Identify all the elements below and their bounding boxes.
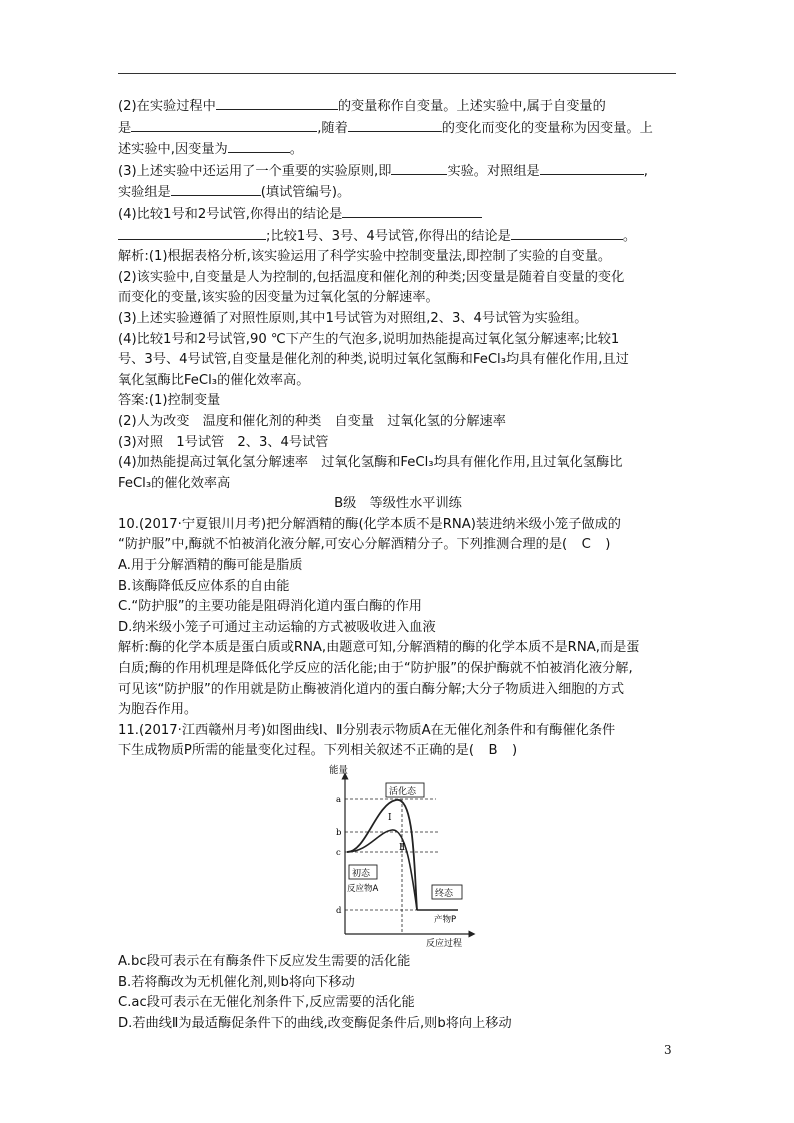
text: 是	[118, 120, 132, 136]
question-9-part3-line2	[118, 182, 678, 204]
text: 实验。对照组是	[447, 163, 540, 179]
final-state-label: 终态	[435, 889, 454, 899]
y-axis-label: 能量	[329, 765, 349, 776]
answer-line: (4)加热能提高过氧化氢分解速率 过氧化氢酶和FeCl₃均具有催化作用,且过氧化氢酶比	[118, 455, 623, 471]
analysis-line: 而变化的变量,该实验的因变量为过氧化氢的分解速率。	[118, 290, 439, 306]
option-b: B.该酶降低反应体系的自由能	[118, 578, 290, 594]
question-10-stem	[118, 535, 678, 556]
x-axis-label: 反应过程	[426, 939, 463, 948]
answer-blank	[131, 118, 317, 132]
energy-diagram-svg	[326, 764, 476, 948]
text: 。	[289, 142, 303, 158]
header-rule	[118, 73, 676, 74]
analysis-line: 解析:(1)根据表格分析,该实验运用了科学实验中控制变量法,即控制了实验的自变量。	[118, 249, 612, 265]
product-label: 产物P	[434, 915, 457, 925]
page-number: 3	[664, 1043, 672, 1057]
text: 下生成物质P所需的能量变化过程。下列相关叙述不正确的是(	[118, 743, 474, 759]
text: )	[605, 537, 611, 553]
option-a: A.用于分解酒精的酶可能是脂质	[118, 558, 303, 574]
analysis-line: 氧化氢酶比FeCl₃的催化效率高。	[118, 372, 310, 388]
energy-diagram	[118, 762, 678, 952]
answer-blank	[342, 204, 482, 218]
answer-blank	[171, 182, 261, 196]
page-content	[118, 96, 678, 1034]
text: “防护服”中,酶就不怕被消化液分解,可安心分解酒精分子。下列推测合理的是(	[118, 537, 568, 553]
option-b: B.若将酶改为无机催化剂,则b将向下移动	[118, 974, 355, 990]
level-c-label: c	[336, 848, 341, 858]
answer-line: 答案:(1)控制变量	[118, 393, 221, 409]
activated-state-label: 活化态	[389, 787, 417, 797]
text: ,	[643, 163, 648, 179]
option-d: D.若曲线Ⅱ为最适酶促条件下的曲线,改变酶促条件后,则b将向上移动	[118, 1015, 512, 1031]
question-10-stem: 10.(2017·宁夏银川月考)把分解酒精的酶(化学本质不是RNA)装进纳米级小笼子做成的	[118, 516, 621, 532]
question-9-part2-line3	[118, 139, 678, 161]
reactant-label: 反应物A	[347, 884, 379, 894]
answer-blank	[540, 161, 644, 175]
text: (3)上述实验中还运用了一个重要的实验原则,即	[118, 163, 392, 179]
analysis-line: 号、3号、4号试管,自变量是催化剂的种类,说明过氧化氢酶和FeCl₃均具有催化作用,且过	[118, 352, 629, 368]
text: 述实验中,因变量为	[118, 142, 228, 158]
analysis-line: (4)比较1号和2号试管,90 ℃下产生的气泡多,说明加热能提高过氧化氢分解速率;比较1	[118, 331, 620, 347]
level-d-label: d	[336, 906, 342, 916]
initial-state-label: 初态	[352, 869, 371, 879]
text: 的变量称作自变量。上述实验中,属于自变量的	[337, 99, 606, 114]
option-c: C.ac段可表示在无催化剂条件下,反应需要的活化能	[118, 995, 415, 1011]
text: ;比较1号、3号、4号试管,你得出的结论是	[266, 228, 511, 244]
answer-blank	[118, 226, 266, 240]
answer-letter: B	[488, 743, 498, 759]
answer-line: FeCl₃的催化效率高	[118, 475, 231, 491]
option-a: A.bc段可表示在有酶条件下反应发生需要的活化能	[118, 954, 411, 969]
option-c: C.“防护服”的主要功能是阻碍消化道内蛋白酶的作用	[118, 599, 422, 615]
analysis-line: (3)上述实验遵循了对照性原则,其中1号试管为对照组,2、3、4号试管为实验组。	[118, 310, 588, 326]
answer-blank	[348, 118, 442, 132]
question-9-part2-line1	[118, 96, 678, 118]
question-11-stem: 11.(2017·江西赣州月考)如图曲线Ⅰ、Ⅱ分别表示物质A在无催化剂条件和有酶催化条件	[118, 722, 616, 738]
answer-blank	[216, 96, 338, 110]
text: (2)在实验过程中	[118, 99, 216, 114]
curve-2-label: Ⅱ	[399, 843, 406, 853]
answer-blank	[511, 226, 623, 240]
answer-blank	[228, 139, 290, 153]
analysis-line: (2)该实验中,自变量是人为控制的,包括温度和催化剂的种类;因变量是随着自变量的变化	[118, 269, 625, 285]
text: (填试管编号)。	[260, 185, 351, 201]
text: 。	[622, 228, 636, 244]
answer-letter: C	[581, 537, 591, 553]
analysis-line: 解析:酶的化学本质是蛋白质或RNA,由题意可知,分解酒精的酶的化学本质不是RNA,而是蛋	[118, 640, 640, 656]
text: )	[511, 743, 518, 759]
option-d: D.纳米级小笼子可通过主动运输的方式被吸收进入血液	[118, 619, 436, 635]
text: (4)比较1号和2号试管,你得出的结论是	[118, 206, 343, 222]
analysis-line: 为胞吞作用。	[118, 702, 198, 718]
curve-1-label: Ⅰ	[388, 813, 392, 823]
level-b-label: b	[336, 828, 342, 838]
text: 的变化而变化的变量称为因变量。上	[441, 120, 653, 136]
answer-blank	[391, 161, 447, 175]
level-a-label: a	[336, 795, 342, 805]
analysis-line: 可见该“防护服”的作用就是防止酶被消化道内的蛋白酶分解;大分子物质进入细胞的方式	[118, 681, 625, 697]
section-title: B级 等级性水平训练	[334, 496, 462, 512]
question-9-part2-line2	[118, 118, 678, 140]
text: 实验组是	[118, 185, 171, 201]
question-9-part4-line2	[118, 226, 678, 248]
text: ,随着	[317, 120, 348, 136]
question-9-part3-line1	[118, 161, 678, 183]
question-11-stem	[118, 741, 678, 762]
question-9-part4-line1	[118, 204, 678, 226]
answer-line: (2)人为改变 温度和催化剂的种类 自变量 过氧化氢的分解速率	[118, 413, 506, 429]
analysis-line: 白质;酶的作用机理是降低化学反应的活化能;由于“防护服”的保护酶就不怕被消化液分解,	[118, 661, 633, 677]
answer-line: (3)对照 1号试管 2、3、4号试管	[118, 434, 329, 450]
